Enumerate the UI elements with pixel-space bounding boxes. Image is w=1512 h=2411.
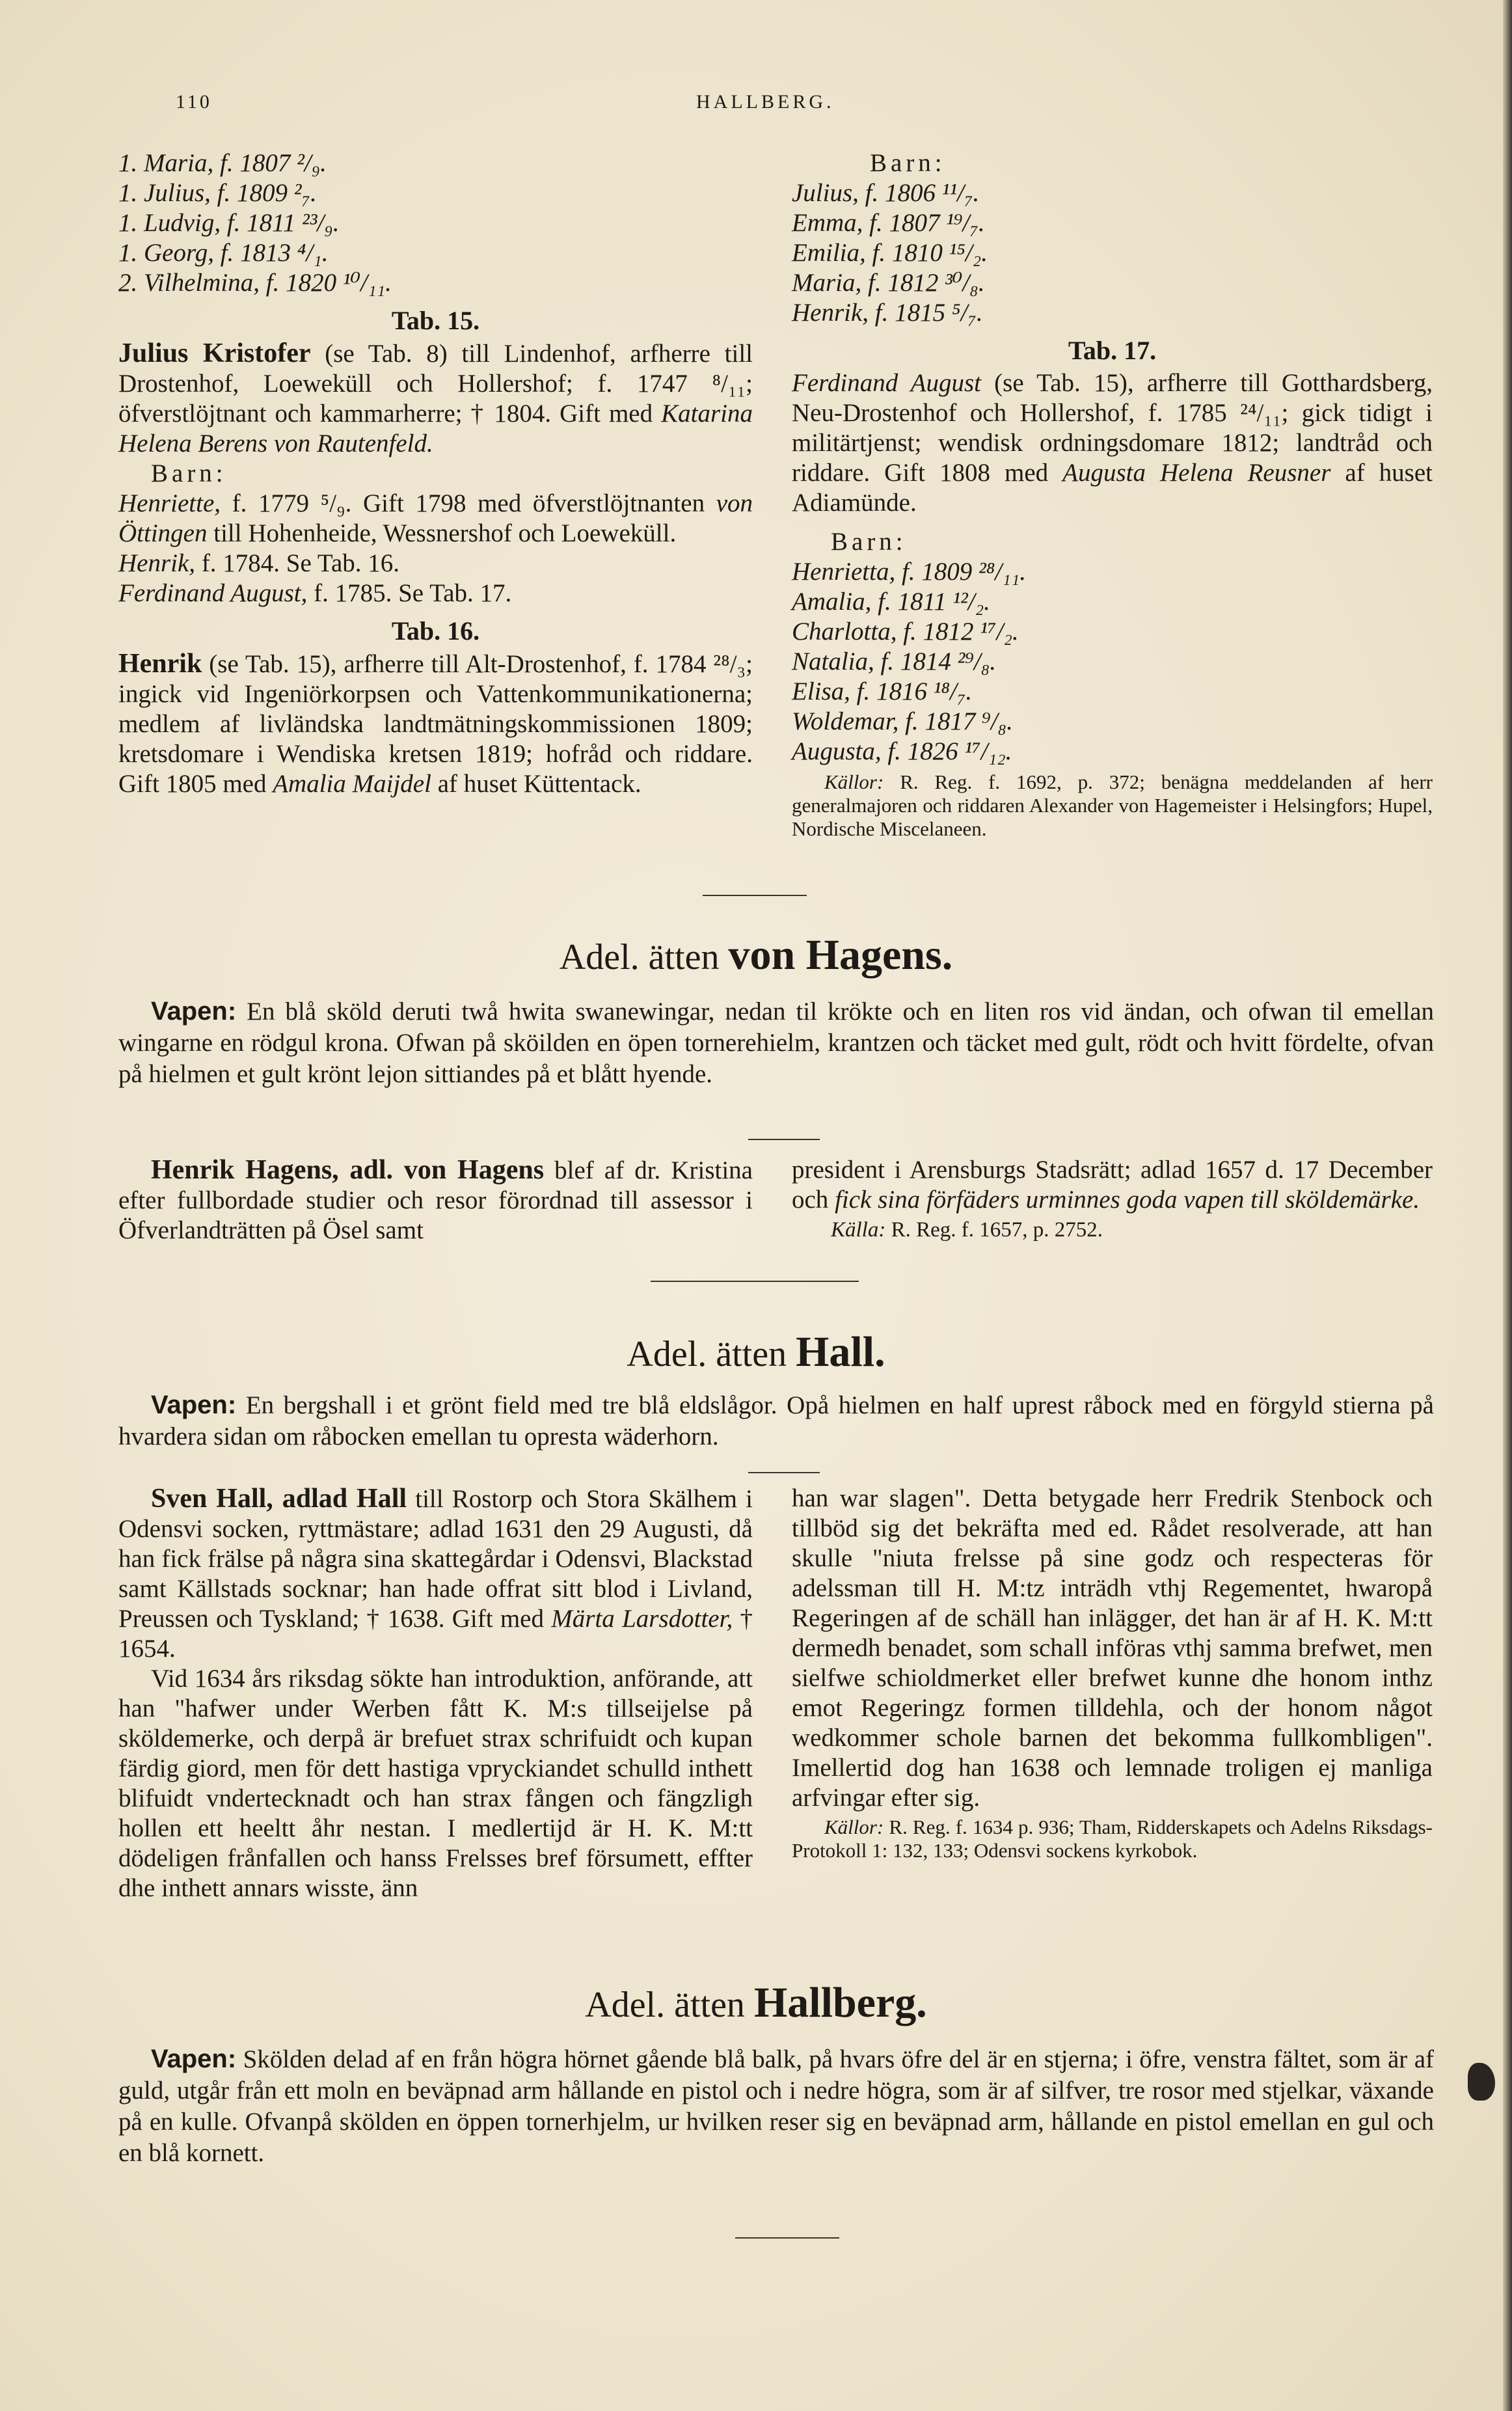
entry-text: (se Tab. 15), arfherre till Gotthardsberg, Neu-Drostenhof och Hollershof, f. 1785 ²⁴/₁₁; gick tidigt i militärtjenst; wendisk ordningsdomare 1812; landtråd och riddare. Gift 1808 med bbox=[792, 369, 1433, 487]
running-title: HALLBERG. bbox=[696, 91, 835, 113]
child-text: f. 1784. Se Tab. 16. bbox=[201, 549, 400, 577]
vapen-label: Vapen: bbox=[151, 997, 237, 1026]
vapen-label: Vapen: bbox=[151, 1391, 237, 1419]
list-item: Elisa, f. 1816 ¹⁸/₇. bbox=[792, 677, 973, 705]
child-entry bbox=[118, 549, 753, 579]
barn-label: Barn: bbox=[831, 528, 907, 556]
tab-17-entry bbox=[792, 368, 1433, 518]
person-name: Henrik Hagens, adl. von Hagens bbox=[151, 1155, 545, 1185]
hall-right bbox=[792, 1484, 1433, 1862]
tab-16-entry bbox=[118, 649, 753, 799]
sources-label: Källor: bbox=[824, 1816, 884, 1838]
section-heading-hallberg bbox=[0, 1978, 1512, 2028]
entry-text-rest: af huset Küttentack. bbox=[437, 770, 641, 798]
spouse-name: Märta Larsdotter, bbox=[551, 1605, 733, 1633]
entry-text-2: Vid 1634 års riksdag sökte han introduktion, anförande, att han "hafwer under Werben fått K. M:s tillseijelse på sköldemerke, och derpå är brefuet strax schrifuidt och kupan färdig giord, men för dett hastiga vpryckiandet schulld inthett blifuidt vndertecknadt och han strax fången och fängzligh hollen ett heeltt åhr nestan. I medlertijd är H. K. M:tt dödeligen frånfallen och hanss Frelsses bref försumett, effter dhe inthett annars wisste, änn bbox=[118, 1665, 753, 1902]
heading-prefix: Adel. ätten bbox=[627, 1334, 787, 1374]
list-item: 1. Julius, f. 1809 ²₇. bbox=[118, 179, 317, 207]
list-item: Woldemar, f. 1817 ⁹/₈. bbox=[792, 707, 1013, 735]
barn-label: Barn: bbox=[870, 149, 946, 177]
list-item: Henrietta, f. 1809 ²⁸/₁₁. bbox=[792, 558, 1027, 586]
spouse-name: von Öttingen bbox=[118, 489, 753, 547]
source-text: R. Reg. f. 1657, p. 2752. bbox=[891, 1218, 1103, 1242]
entry-text-rest: af huset Adiamünde. bbox=[792, 459, 1433, 517]
entry-text: till Rostorp och Stora Skälhem i Odensvi socken, ryttmästare; adlad 1631 den 29 Augusti, då han fick frälse på några sina skattegårdar i Odensvi, Blackstad samt Källstads socknar; han hade offrat sitt blod i Livland, Preussen och Tyskland; † 1638. Gift med bbox=[118, 1485, 753, 1633]
sources-text: R. Reg. f. 1634 p. 936; Tham, Ridderskapets och Adelns Riksdags-Protokoll 1: 132, 133; Odensvi sockens kyrkobok. bbox=[792, 1816, 1433, 1862]
list-item: 2. Vilhelmina, f. 1820 ¹⁰/₁₁. bbox=[118, 269, 392, 297]
vapen-hallberg bbox=[118, 2043, 1434, 2169]
heading-prefix: Adel. ätten bbox=[585, 1985, 745, 2025]
entry-text: president i Arensburgs Stadsrätt; adlad 1657 d. 17 December och bbox=[792, 1156, 1433, 1214]
child-text: f. 1785. Se Tab. 17. bbox=[314, 579, 512, 607]
children-list bbox=[792, 178, 1433, 328]
vapen-hall bbox=[118, 1389, 1434, 1452]
family-name: Hall. bbox=[796, 1328, 885, 1376]
person-name: Ferdinand August bbox=[792, 369, 981, 397]
children-list bbox=[118, 148, 753, 298]
person-name: Henrik bbox=[118, 649, 202, 679]
child-text-rest: till Hohenheide, Wessnershof och Loeweküll. bbox=[213, 519, 677, 547]
list-item: Maria, f. 1812 ³⁰/₈. bbox=[792, 269, 985, 297]
list-item: Emma, f. 1807 ¹⁹/₇. bbox=[792, 209, 985, 237]
section-divider bbox=[703, 895, 807, 896]
entry-text: han war slagen". Detta betygade herr Fredrik Stenbock och tillböd sig det bekräfta med ed. Rådet resolverade, att han skulle "niuta frelsse på sine godz och respecteras för adelssman till H. M:tz inträdh vthj Regementet, hwaropå Regeringen af de schäll han inlägger, det han är af H. K. M:tt dermedh benadet, som schall införas vthj samma brefwet, men sielfwe schioldmerket eller brefwet kunne dhe honom inthz emot Regeringz formen tilldehla, och der honom något wedkommer schole barnen det bekomma fullkombligen". Imellertid dog han 1638 och lemnade troligen ej manliga arfvingar efter sig. bbox=[792, 1484, 1433, 1812]
left-column bbox=[118, 148, 753, 799]
list-item: Amalia, f. 1811 ¹²/₂. bbox=[792, 588, 990, 616]
entry-text: blef af dr. Kristina efter fullbordade studier och resor förordnad till assessor i Öfverlandträtten på Ösel samt bbox=[118, 1156, 753, 1244]
spouse-name: Augusta Helena Reusner bbox=[1062, 459, 1331, 487]
list-item: 1. Ludvig, f. 1811 ²³/₉. bbox=[118, 209, 340, 237]
heading-prefix: Adel. ätten bbox=[559, 937, 720, 977]
tab-16-title: Tab. 16. bbox=[391, 616, 480, 646]
vapen-label: Vapen: bbox=[151, 2045, 237, 2073]
list-item: Natalia, f. 1814 ²⁹/₈. bbox=[792, 647, 996, 675]
vapen-text: Skölden delad af en från högra hörnet gående blå balk, på hvars öfre del är en stjerna; i öfre, venstra fältet, som är af guld, utgår från ett moln en beväpnad arm hållande en pistol och i nedre högra, som är af silfver, tre rosor med stjelkar, växande på en kulle. Ofvanpå skölden en öppen tornerhjelm, ur hvilken reser sig en beväpnad arm, hållande en pistol emellan en gul och en blå kornett. bbox=[118, 2045, 1435, 2167]
list-item: Emilia, f. 1810 ¹⁵/₂. bbox=[792, 239, 988, 267]
tab-15-entry bbox=[118, 338, 753, 459]
entry-text: (se Tab. 8) till Lindenhof, arfherre till Drostenhof, Loeweküll och Hollershof; f. 1747 ⁸/₁₁; öfverstlöjtnant och kammarherre; † 1804. Gift med bbox=[118, 340, 753, 428]
list-item: Charlotta, f. 1812 ¹⁷/₂. bbox=[792, 618, 1019, 646]
vapen-text: En blå sköld deruti twå hwita swanewingar, nedan til krökte och en liten ros vid ändan, och ofwan til emellan wingarne en rödgul krona. Ofwan på sköilden en öpen tornerehielm, krantzen och täcket med gult, rödt och hvitt fördelte, ofvan på hielmen et gult krönt lejon sittiandes på et blått hyende. bbox=[118, 998, 1435, 1088]
section-heading-hagens bbox=[0, 931, 1512, 980]
sources bbox=[792, 770, 1433, 841]
section-divider bbox=[651, 1281, 859, 1282]
section-divider bbox=[735, 2237, 839, 2239]
sources-text: R. Reg. f. 1692, p. 372; benägna meddelanden af herr generalmajoren och riddaren Alexander von Hagemeister i Helsingfors; Hupel, Nordische Miscelaneen. bbox=[792, 770, 1433, 840]
family-name: von Hagens. bbox=[728, 931, 953, 979]
vapen-hagens bbox=[118, 996, 1434, 1090]
death-note: † 1654. bbox=[118, 1605, 753, 1663]
person-name: Sven Hall, adlad Hall bbox=[151, 1484, 407, 1514]
right-column bbox=[792, 148, 1433, 841]
child-entry bbox=[118, 579, 753, 608]
entry-italic: fick sina förfäders urminnes goda vapen till sköldemärke. bbox=[835, 1186, 1420, 1214]
child-name: Henriette, bbox=[118, 489, 221, 517]
person-name: Julius Kristofer bbox=[118, 338, 311, 368]
list-item: 1. Maria, f. 1807 ²/₉. bbox=[118, 149, 327, 177]
entry-text: (se Tab. 15), arfherre till Alt-Drostenhof, f. 1784 ²⁸/₃; ingick vid Ingeniörkorpsen och Vattenkommunikationerna; medlem af livländska landtmätningskommissionen 1809; kretsdomare i Wendiska kretsen 1819; hofråd och riddare. Gift 1805 med bbox=[118, 650, 753, 798]
sources-label: Källor: bbox=[824, 770, 884, 793]
divider bbox=[748, 1139, 820, 1140]
list-item: 1. Georg, f. 1813 ⁴/₁. bbox=[118, 239, 329, 267]
hagens-right bbox=[792, 1155, 1433, 1245]
list-item: Augusta, f. 1826 ¹⁷/₁₂. bbox=[792, 737, 1012, 765]
list-item: Henrik, f. 1815 ⁵/₇. bbox=[792, 299, 983, 327]
child-name: Ferdinand August, bbox=[118, 579, 308, 607]
source-label: Källa: bbox=[831, 1218, 886, 1242]
family-name: Hallberg. bbox=[753, 1979, 927, 2026]
tab-17-title: Tab. 17. bbox=[1068, 336, 1157, 365]
hall-left bbox=[118, 1484, 753, 1903]
page-edge bbox=[1503, 0, 1512, 2411]
tab-15-title: Tab. 15. bbox=[391, 306, 480, 335]
spouse-name: Katarina Helena Berens von Rautenfeld. bbox=[118, 400, 753, 457]
vapen-text: En bergshall i et grönt field med tre blå eldslågor. Opå hielmen en half uprest råbock med en förgyld stierna på hvardera sidan om råbocken emellan tu opresta wäderhorn. bbox=[118, 1391, 1434, 1451]
spouse-name: Amalia Maijdel bbox=[273, 770, 431, 798]
section-heading-hall bbox=[0, 1328, 1512, 1377]
page-number: 110 bbox=[176, 91, 212, 113]
child-text: f. 1779 ⁵/₉. Gift 1798 med öfverstlöjtnanten bbox=[232, 489, 705, 517]
hagens-left bbox=[118, 1155, 753, 1246]
child-entry bbox=[118, 489, 753, 549]
child-name: Henrik, bbox=[118, 549, 196, 577]
barn-label: Barn: bbox=[151, 459, 227, 487]
list-item: Julius, f. 1806 ¹¹/₇. bbox=[792, 179, 980, 207]
children-list bbox=[792, 557, 1433, 767]
divider bbox=[748, 1472, 820, 1473]
